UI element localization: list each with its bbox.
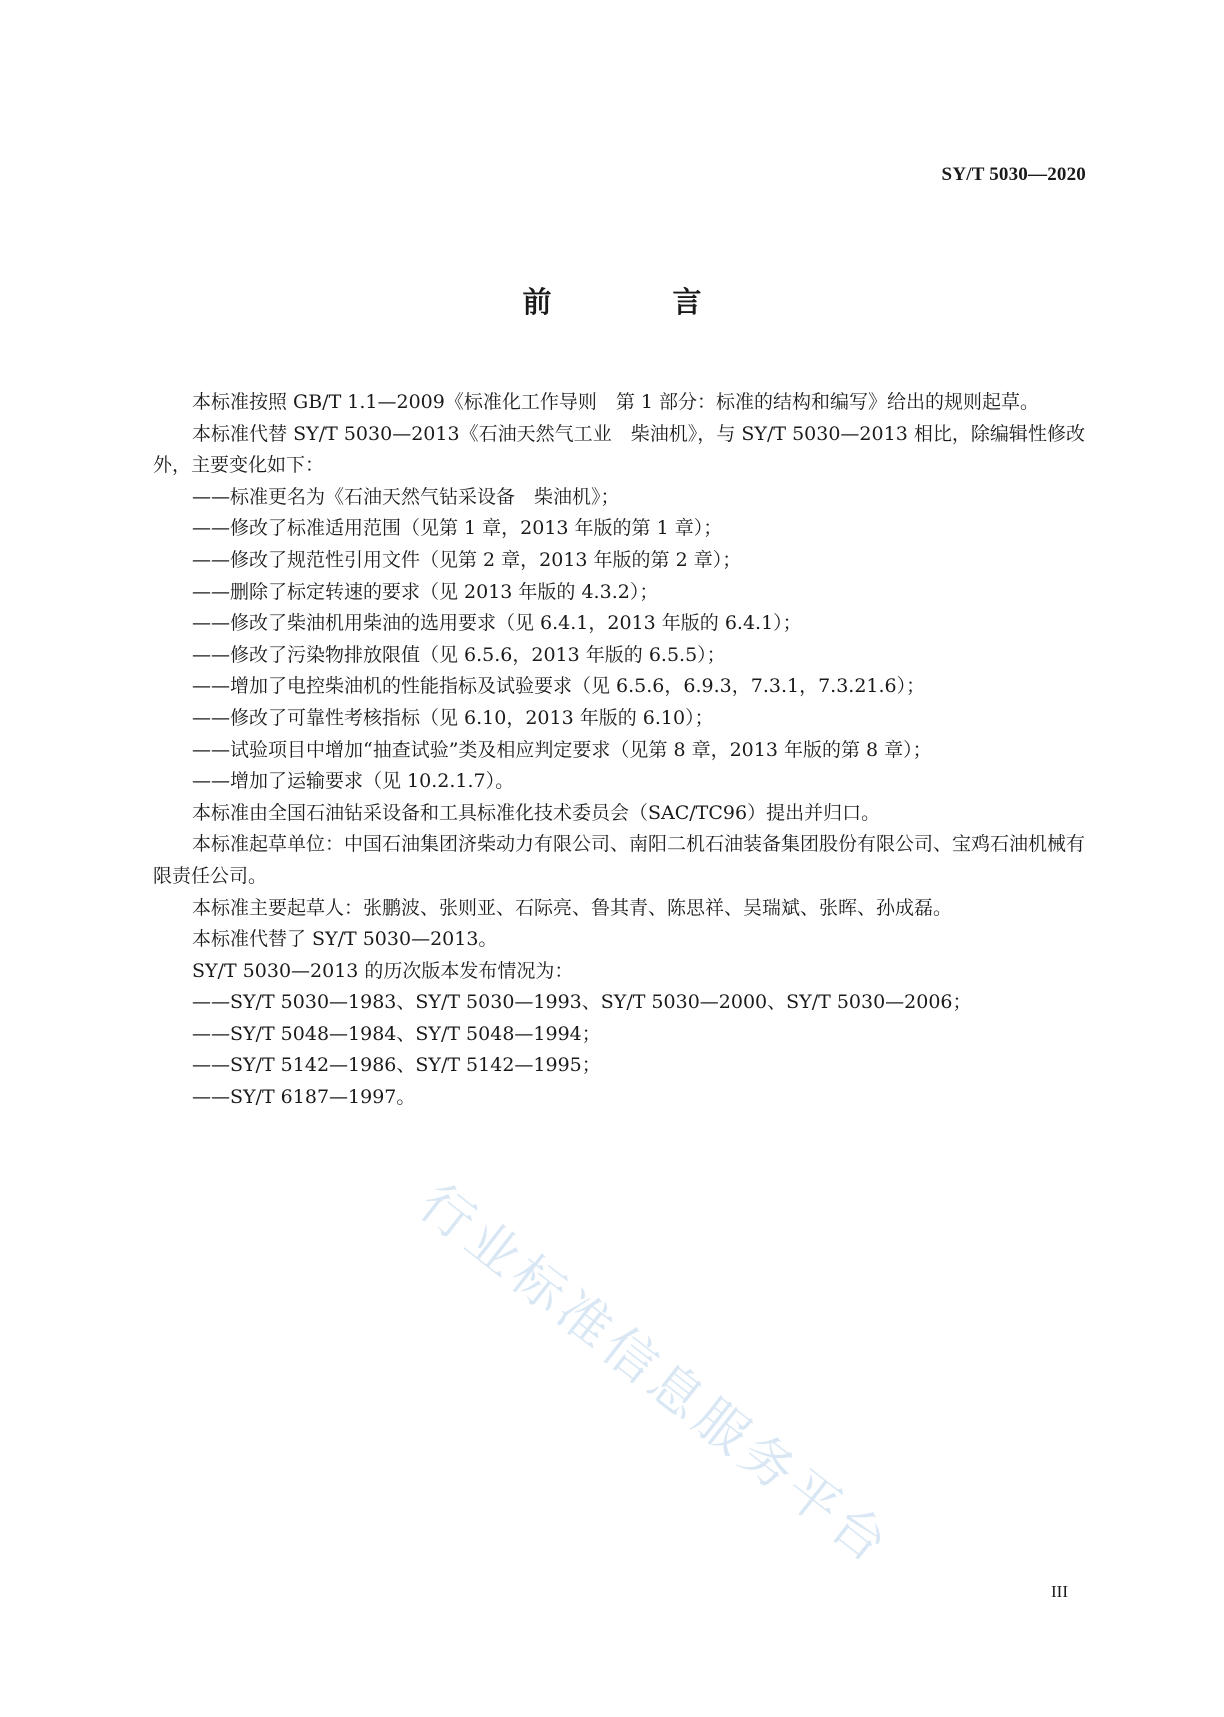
page-title: 前 言: [522, 285, 748, 319]
list-item: ——标准更名为《石油天然气钻采设备 柴油机》；: [192, 485, 620, 508]
paragraph-replacement: 本标准代替 SY/T 5030—2013《石油天然气工业 柴油机》，与 SY/T 5030—2013 相比，除编辑性修改外，主要变化如下：: [153, 422, 1085, 477]
list-item: ——试验项目中增加“抽查试验”类及相应判定要求（见第 8 章，2013 年版的第 8 章）；: [192, 738, 932, 761]
paragraph-history-intro: SY/T 5030—2013 的历次版本发布情况为：: [192, 959, 574, 982]
list-item: ——修改了规范性引用文件（见第 2 章，2013 年版的第 2 章）；: [192, 548, 742, 571]
list-item: ——增加了运输要求（见 10.2.1.7）。: [192, 770, 515, 793]
page-number: III: [1051, 1582, 1068, 1601]
list-item: ——SY/T 5142—1986、SY/T 5142—1995；: [192, 1054, 601, 1077]
changes-list: [153, 482, 1085, 798]
list-item: ——修改了柴油机用柴油的选用要求（见 6.4.1，2013 年版的 6.4.1）；: [192, 612, 802, 635]
list-item: ——SY/T 5030—1983、SY/T 5030—1993、SY/T 5030—2000、SY/T 5030—2006；: [192, 991, 972, 1014]
watermark: 行业标准信息服务平台: [408, 1173, 903, 1578]
paragraph-drafting-units: 本标准起草单位：中国石油集团济柴动力有限公司、南阳二机石油装备集团股份有限公司、宝鸡石油机械有限责任公司。: [153, 833, 1086, 887]
paragraph-drafting-rules: 本标准按照 GB/T 1.1—2009《标准化工作导则 第 1 部分：标准的结构和编写》给出的规则起草。: [192, 391, 1040, 413]
list-item: ——SY/T 5048—1984、SY/T 5048—1994；: [192, 1022, 601, 1045]
foreword-body: [153, 387, 1085, 1114]
list-item: ——SY/T 6187—1997。: [192, 1086, 416, 1109]
standard-code: SY/T 5030—2020: [941, 164, 1086, 185]
history-list: [153, 987, 1085, 1113]
paragraph-drafters: 本标准主要起草人：张鹏波、张则亚、石际亮、鲁其青、陈思祥、吴瑞斌、张晖、孙成磊。: [192, 896, 953, 919]
paragraph-committee: 本标准由全国石油钻采设备和工具标准化技术委员会（SAC/TC96）提出并归口。: [192, 801, 881, 824]
paragraph-supersedes: 本标准代替了 SY/T 5030—2013。: [192, 928, 498, 951]
list-item: ——修改了污染物排放限值（见 6.5.6，2013 年版的 6.5.5）；: [192, 643, 726, 666]
list-item: ——修改了可靠性考核指标（见 6.10，2013 年版的 6.10）；: [192, 706, 714, 729]
list-item: ——修改了标准适用范围（见第 1 章，2013 年版的第 1 章）；: [192, 517, 723, 540]
list-item: ——增加了电控柴油机的性能指标及试验要求（见 6.5.6，6.9.3，7.3.1，7.3.21.6）；: [192, 675, 926, 698]
list-item: ——删除了标定转速的要求（见 2013 年版的 4.3.2）；: [192, 580, 659, 603]
